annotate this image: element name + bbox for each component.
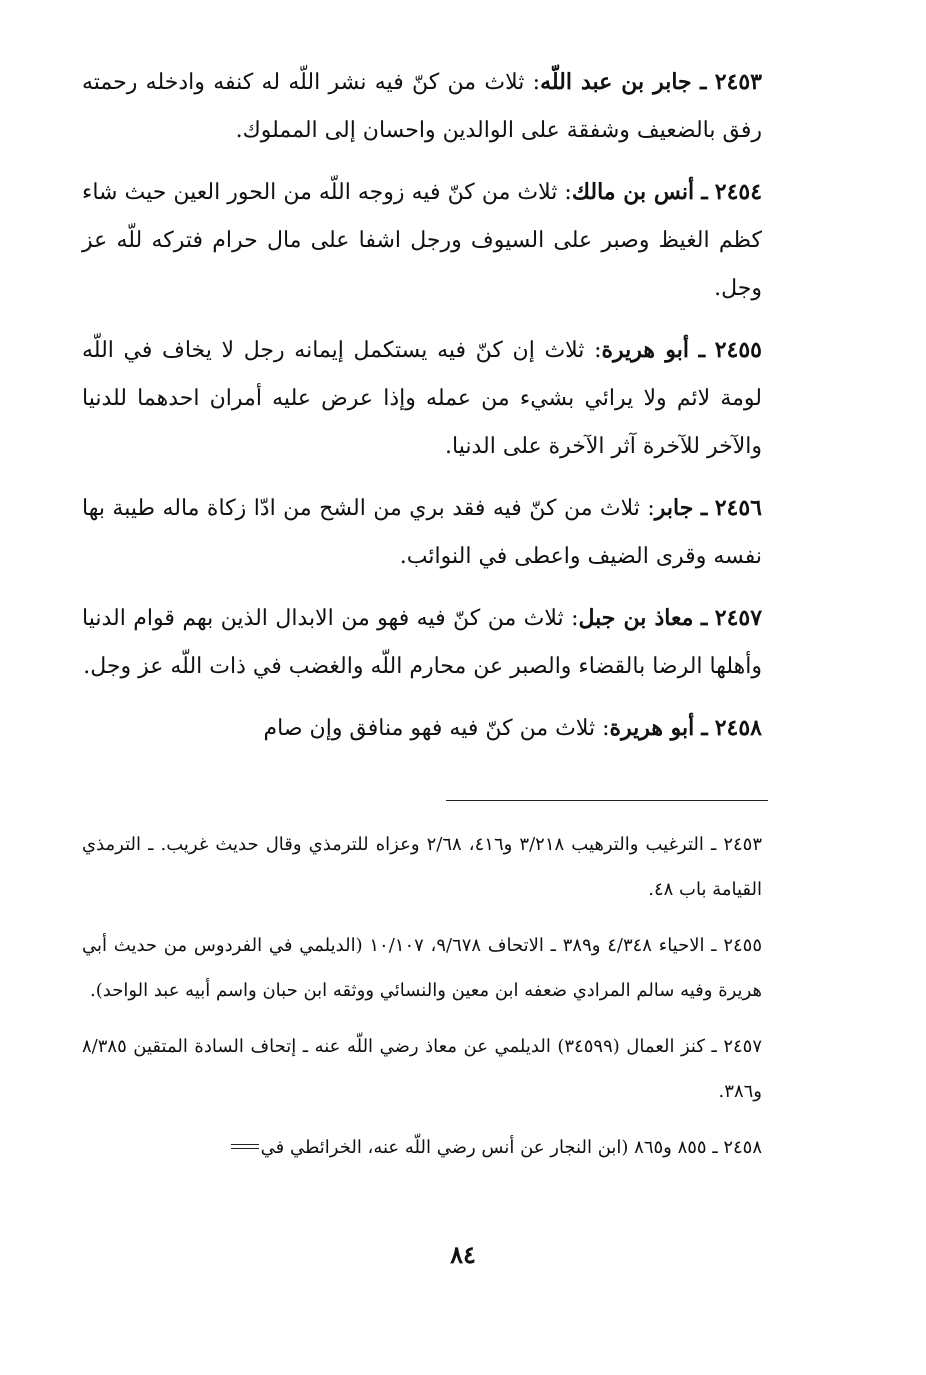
entry-number: ٢٤٥٧ — [714, 605, 763, 631]
narrator-name: جابر — [654, 495, 694, 521]
narrator-name: جابر بن عبد اللّه — [540, 69, 692, 95]
entry-text: : ثلاث إن كنّ فيه يستكمل إيمانه رجل لا يخاف في اللّه لومة لائم ولا يرائي بشيء من عمله وإذا عرض عليه أمران احدهما للدنيا والآخر للآخرة آثر الآخرة على الدنيا. — [82, 338, 762, 459]
entry-separator: ـ — [700, 495, 708, 521]
hadith-entry — [82, 58, 762, 155]
narrator-name: معاذ بن جبل — [578, 605, 694, 631]
entry-text: : ثلاث من كنّ فيه نشر اللّه له كنفه وادخله رحمته رفق بالضعيف وشفقة على الوالدين واحسان إلى المملوك. — [82, 70, 762, 143]
hadith-entry — [82, 326, 762, 471]
entry-text: : ثلاث من كنّ فيه فهو من الابدال الذين بهم قوام الدنيا وأهلها الرضا بالقضاء والصبر عن محارم اللّه والغضب في ذات اللّه عز وجل. — [82, 606, 762, 679]
footnote: ٢٤٥٧ ـ كنز العمال (٣٤٥٩٩) الديلمي عن معاذ رضي اللّه عنه ـ إتحاف السادة المتقين ٨/٣٨٥ و٣٨٦. — [82, 1036, 762, 1102]
footnote-continued — [62, 1125, 762, 1170]
entry-number: ٢٤٥٥ — [714, 337, 762, 363]
entry-separator: ـ — [698, 337, 706, 363]
hadith-entry — [82, 594, 762, 691]
entry-text: : ثلاث من كنّ فيه زوجه اللّه من الحور العين حيث شاء كظم الغيظ وصبر على السيوف ورجل اشفا على مال حرام فتركه للّه عز وجل. — [82, 180, 762, 301]
page-number: ٨٤ — [450, 1240, 476, 1269]
entry-number: ٢٤٥٦ — [714, 495, 762, 521]
main-text — [82, 58, 762, 766]
entry-number: ٢٤٥٤ — [714, 179, 763, 205]
footnotes — [82, 822, 762, 1181]
entry-separator: ـ — [699, 69, 707, 95]
entry-separator: ـ — [701, 715, 708, 741]
entry-number: ٢٤٥٨ — [714, 715, 762, 741]
hadith-entry — [82, 704, 762, 753]
entry-text: : ثلاث من كنّ فيه فقد بري من الشح من ادّا زكاة ماله طيبة بها نفسه وقرى الضيف واعطى في النوائب. — [82, 496, 762, 569]
footnote: ٢٤٥٥ ـ الاحياء ٤/٣٤٨ و٣٨٩ ـ الاتحاف ٩/٦٧٨، ١٠/١٠٧ (الديلمي في الفردوس من حديث أبي هريرة وفيه سالم المرادي ضعفه ابن معين والنسائي ووثقه ابن حبان واسم أبيه عبد الواحد). — [82, 935, 762, 1001]
hadith-entry — [82, 168, 762, 313]
narrator-name: أنس بن مالك — [571, 179, 695, 205]
entry-separator: ـ — [701, 179, 708, 205]
continuation-mark — [231, 1144, 259, 1149]
footnote-text: ٢٤٥٨ ـ ٨٥٥ و٨٦٥ (ابن النجار عن أنس رضي اللّه عنه، الخرائطي في — [260, 1137, 762, 1158]
entry-number: ٢٤٥٣ — [714, 69, 762, 95]
footnote: ٢٤٥٣ ـ الترغيب والترهيب ٣/٢١٨ و٤١٦، ٢/٦٨ وعزاه للترمذي وقال حديث غريب. ـ الترمذي القيامة باب ٤٨. — [82, 834, 763, 900]
narrator-name: أبو هريرة — [601, 337, 689, 363]
hadith-entry — [82, 484, 762, 581]
footnote-divider — [446, 800, 768, 801]
entry-separator: ـ — [700, 605, 708, 631]
entry-text: : ثلاث من كنّ فيه فهو منافق وإن صام — [263, 716, 610, 741]
narrator-name: أبو هريرة — [609, 715, 695, 741]
